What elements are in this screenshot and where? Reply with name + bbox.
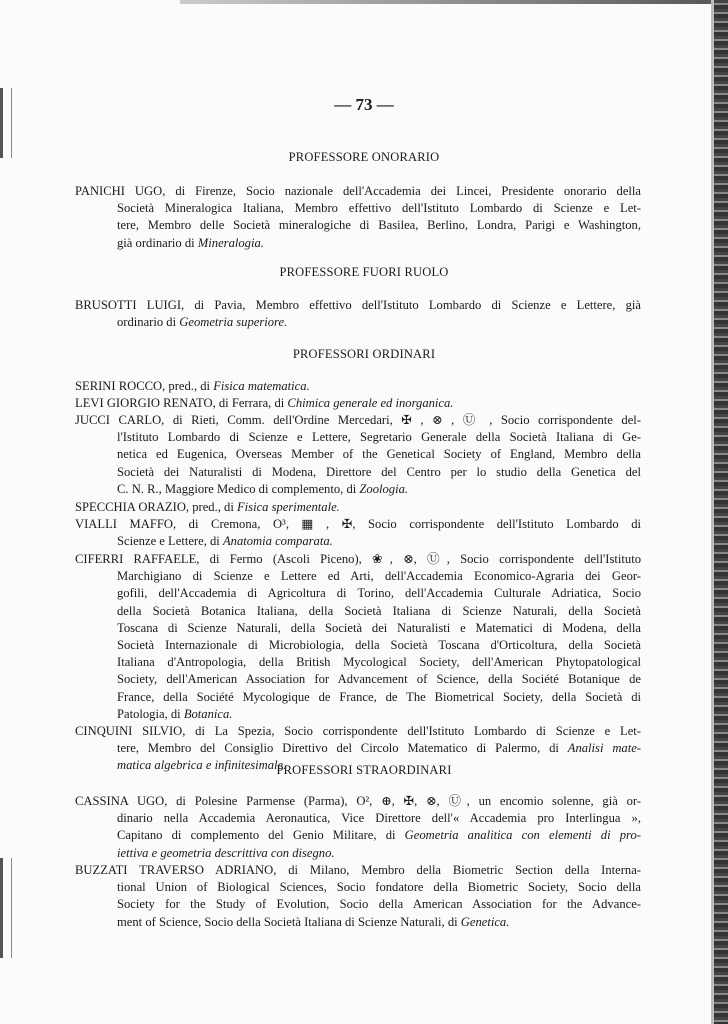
entry-line xyxy=(75,378,641,395)
entry-line xyxy=(75,620,641,637)
entry-text: SERINI ROCCO, pred., di xyxy=(75,379,214,393)
entry-text: LEVI GIORGIO RENATO, di Ferrara, di xyxy=(75,396,288,410)
entry-text: della Società Botanica Italiana, della Società Italiana di Scienze Naturali, della Società xyxy=(117,603,641,618)
entry-text: tional Union of Biological Sciences, Socio fondatore della Biometric Society, Socio della xyxy=(117,880,641,895)
entry-text: Society, dell'American Association for Advancement of Science, della Société Botanique de xyxy=(117,672,641,687)
entry-text: Society for the Study of Evolution, Socio della American Association for the Advance- xyxy=(117,897,641,912)
entry-text: BUZZATI TRAVERSO ADRIANO, di Milano, Membro della Biometric Section della Interna- xyxy=(75,863,641,877)
entry-line xyxy=(75,429,641,446)
section-heading: PROFESSORE ONORARIO xyxy=(288,150,440,164)
faculty-entry xyxy=(75,516,641,550)
faculty-entry xyxy=(75,862,641,931)
entry-line xyxy=(75,533,641,550)
entry-line xyxy=(75,446,641,463)
subject-italic: Anatomia comparata. xyxy=(222,534,333,549)
entry-line xyxy=(75,637,641,654)
entry-line xyxy=(75,464,641,481)
entry-line xyxy=(75,516,641,533)
subject-italic: Geometria superiore. xyxy=(179,315,288,330)
entry-text: France, della Société Mycologique de France, de The Biometrical Society, della Società di xyxy=(117,689,641,704)
faculty-entry xyxy=(75,378,641,395)
faculty-entry xyxy=(75,551,641,723)
entry-text: tere, Membro del Consiglio Direttivo del Circolo Matematico di Palermo, di xyxy=(117,741,568,756)
entry-text: CIFERRI RAFFAELE, di Fermo (Ascoli Piceno), ❀, ⊗, Ⓤ, Socio corrispondente dell'Istituto xyxy=(75,552,641,566)
entry-line xyxy=(75,217,641,234)
scan-edge-left-mark xyxy=(0,858,12,958)
entry-line xyxy=(75,896,641,913)
entry-text: SPECCHIA ORAZIO, pred., di xyxy=(75,500,237,514)
entry-text: già ordinario di xyxy=(117,235,198,250)
entry-line xyxy=(75,654,641,671)
entry-line xyxy=(75,585,641,602)
entry-line xyxy=(75,395,641,412)
subject-italic: Fisica sperimentale. xyxy=(236,500,340,514)
subject-italic: matica algebrica e infinitesimale. xyxy=(117,758,287,773)
entry-text: VIALLI MAFFO, di Cremona, O³, ▦ , ✠, Socio corrispondente dell'Istituto Lombardo di xyxy=(75,517,641,531)
entry-text: Patologia, di xyxy=(117,706,184,721)
entry-text: Società dei Naturalisti di Modena, Direttore del Centro per lo studio della Genetica del xyxy=(117,464,641,479)
faculty-entry xyxy=(75,395,641,412)
subject-italic: Geometria analitica con elementi di pro- xyxy=(404,828,641,843)
entry-line xyxy=(75,499,641,516)
entry-text: Scienze e Lettere, di xyxy=(117,534,223,549)
scan-edge-top xyxy=(180,0,728,4)
faculty-entry xyxy=(75,297,641,331)
entry-text: CINQUINI SILVIO, di La Spezia, Socio corrispondente dell'Istituto Lombardo di Scienze e Let- xyxy=(75,724,641,738)
subject-italic: Genetica. xyxy=(460,914,510,929)
entry-text: CASSINA UGO, di Polesine Parmense (Parma), O², ⊕, ✠, ⊗, Ⓤ, un encomio solenne, già or- xyxy=(75,794,641,808)
entry-line xyxy=(75,183,641,200)
entry-text: Società Mineralogica Italiana, Membro effettivo dell'Istituto Lombardo di Scienze e Let- xyxy=(117,201,641,216)
entry-text: JUCCI CARLO, di Rieti, Comm. dell'Ordine Mercedari, ✠ , ⊗ , Ⓤ , Socio corrispondente del- xyxy=(75,413,641,427)
entry-line xyxy=(75,879,641,896)
entry-text: tere, Membro delle Società mineralogiche di Basilea, Berlino, Londra, Parigi e Washington, xyxy=(117,218,641,233)
page-number: — 73 — xyxy=(334,95,394,114)
entry-line xyxy=(75,689,641,706)
faculty-entry xyxy=(75,183,641,252)
entry-line xyxy=(75,297,641,314)
entry-line xyxy=(75,706,641,723)
entry-line xyxy=(75,551,641,568)
entry-text: Società Internazionale di Microbiologia, della Società Toscana d'Orticoltura, della Società xyxy=(117,638,641,653)
entry-text: netica ed Eugenica, Overseas Member of the Genetical Society of England, Membro della xyxy=(117,447,641,462)
entry-line xyxy=(75,827,641,844)
entry-line xyxy=(75,845,641,862)
subject-italic: Chimica generale ed inorganica. xyxy=(287,396,454,410)
entry-text: ordinario di xyxy=(117,315,180,330)
entry-line xyxy=(75,603,641,620)
entry-text: Marchigiano di Scienze e Lettere ed Arti, dell'Accademia Economico-Agraria dei Geor- xyxy=(117,569,641,584)
entry-line xyxy=(75,568,641,585)
entry-line xyxy=(75,200,641,217)
subject-italic: iettiva e geometria descrittiva con disegno. xyxy=(117,845,335,860)
entry-text: gofili, dell'Accademia di Agricoltura di Torino, dell'Accademia Culturale Adriatica, Socio xyxy=(117,586,641,601)
subject-italic: Zoologia. xyxy=(359,481,409,496)
entry-text: l'Istituto Lombardo di Scienze e Lettere, Segretario Generale della Società Italiana di Ge- xyxy=(117,430,641,445)
entry-line xyxy=(75,740,641,757)
section-heading: PROFESSORI STRAORDINARI xyxy=(276,763,452,777)
subject-italic: Analisi mate- xyxy=(567,741,641,756)
faculty-entry xyxy=(75,793,641,862)
entry-line xyxy=(75,793,641,810)
entry-line xyxy=(75,671,641,688)
entry-text: dinario nella Accademia Aeronautica, Vice Direttore dell'« Accademia pro Interlingua », xyxy=(117,811,641,826)
entry-text: Toscana di Scienze Naturali, della Società dei Naturalisti e Matematici di Modena, della xyxy=(117,620,641,635)
faculty-entry xyxy=(75,499,641,516)
entry-line xyxy=(75,481,641,498)
entry-line xyxy=(75,314,641,331)
entry-line xyxy=(75,412,641,429)
subject-italic: Fisica matematica. xyxy=(213,379,310,393)
entry-text: Capitano di complemento del Genio Militare, di xyxy=(117,828,405,843)
entry-text: ment of Science, Socio della Società Italiana di Scienze Naturali, di xyxy=(117,914,461,929)
entry-text: PANICHI UGO, di Firenze, Socio nazionale dell'Accademia dei Lincei, Presidente onorario della xyxy=(75,184,641,198)
entry-text: C. N. R., Maggiore Medico di complemento, di xyxy=(117,481,360,496)
faculty-entry xyxy=(75,412,641,498)
entry-line xyxy=(75,914,641,931)
entry-line xyxy=(75,862,641,879)
subject-italic: Mineralogia. xyxy=(197,235,264,250)
entry-text: BRUSOTTI LUIGI, di Pavia, Membro effettivo dell'Istituto Lombardo di Scienze e Lettere, già xyxy=(75,298,641,312)
entry-text: Italiana d'Antropologia, della British Mycological Society, dell'American Phytopatological xyxy=(117,655,641,670)
entry-line xyxy=(75,235,641,252)
subject-italic: Botanica. xyxy=(183,706,233,721)
section-heading: PROFESSORE FUORI RUOLO xyxy=(279,265,449,279)
section-heading: PROFESSORI ORDINARI xyxy=(292,347,436,361)
entry-line xyxy=(75,810,641,827)
entry-line xyxy=(75,723,641,740)
